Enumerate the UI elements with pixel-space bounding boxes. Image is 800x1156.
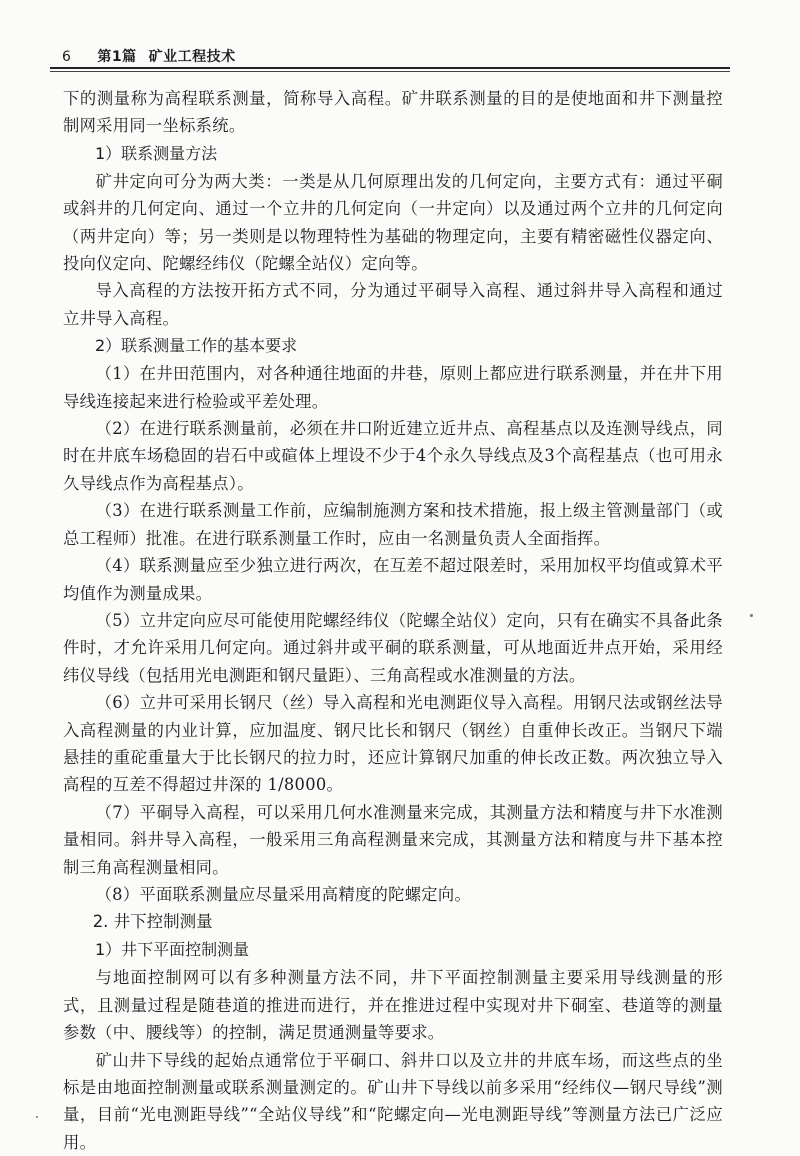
requirement-3: （3）在进行联系测量工作前，应编制施测方案和技术措施，报上级主管测量部门（或总工程师）批准。在进行联系测量工作时，应由一名测量负责人全面指挥。: [63, 501, 723, 548]
page-body: [63, 85, 723, 1156]
requirement-6: （6）立井可采用长钢尺（丝）导入高程和光电测距仪导入高程。用钢尺法或钢丝法导入高程测量的内业计算，应加温度、钢尺比长和钢尺（钢丝）自重伸长改正。当钢尺下端悬挂的重砣重量大于比长钢尺的拉力时，还应计算钢尺加重的伸长改正数。两次独立导入高程的互差不得超过井深的 1/8000。: [63, 693, 723, 795]
part-title: 矿业工程技术: [148, 49, 236, 65]
part-label: 第1篇: [97, 49, 137, 65]
requirement-1: （1）在井田范围内，对各种通往地面的井巷，原则上都应进行联系测量，并在井下用导线连接起来进行检验或平差处理。: [63, 364, 723, 411]
header-text: [62, 46, 236, 66]
running-header: [50, 38, 730, 72]
scan-speck: [750, 614, 753, 617]
header-rule-thick: [50, 67, 730, 69]
paragraph-orientation: 矿井定向可分为两大类：一类是从几何原理出发的几何定向，主要方式有：通过平硐或斜井的几何定向、通过一个立井的几何定向（一井定向）以及通过两个立井的几何定向（两井定向）等；另一类则是以物理特性为基础的物理定向，主要有精密磁性仪器定向、投向仪定向、陀螺经纬仪（陀螺全站仪）定向等。: [63, 171, 723, 274]
requirement-5: （5）立井定向应尽可能使用陀螺经纬仪（陀螺全站仪）定向，只有在确实不具备此条件时，才允许采用几何定向。通过斜井或平硐的联系测量，可从地面近井点开始，采用经纬仪导线（包括用光电测距和钢尺量距）、三角高程或水准测量的方法。: [63, 610, 723, 685]
requirement-2: （2）在进行联系测量前，必须在井口附近建立近井点、高程基点以及连测导线点，同时在井底车场稳固的岩石中或碹体上埋设不少于4个永久导线点及3个高程基点（也可用永久导线点作为高程基点）。: [63, 419, 723, 493]
requirement-8: （8）平面联系测量应尽量采用高精度的陀螺定向。: [95, 884, 472, 904]
paragraph-traverse: 与地面控制网可以有多种测量方法不同，井下平面控制测量主要采用导线测量的形式，且测量过程是随巷道的推进而进行，并在推进过程中实现对井下硐室、巷道等的测量参数（中、腰线等）的控制，满足贯通测量等要求。: [63, 968, 723, 1043]
requirement-7: （7）平硐导入高程，可以采用几何水准测量来完成，其测量方法和精度与井下水准测量相同。斜井导入高程，一般采用三角高程测量来完成，其测量方法和精度与井下基本控制三角高程测量相同。: [63, 802, 723, 877]
subheading-method: 1）联系测量方法: [95, 143, 218, 163]
page-number: 6: [62, 49, 72, 65]
requirement-4: （4）联系测量应至少独立进行两次，在互差不超过限差时，采用加权平均值或算术平均值作为测量成果。: [63, 556, 723, 603]
section-heading-underground-control: 2. 井下控制测量: [92, 912, 213, 932]
paragraph-elevation: 导入高程的方法按开拓方式不同，分为通过平硐导入高程、通过斜井导入高程和通过立井导入高程。: [63, 281, 723, 328]
paragraph-continued: 下的测量称为高程联系测量，简称导入高程。矿井联系测量的目的是使地面和井下测量控制网采用同一坐标系统。: [63, 89, 723, 136]
paragraph-starting-points: 矿山井下导线的起始点通常位于平硐口、斜井口以及立井的井底车场，而这些点的坐标是由地面控制测量或联系测量测定的。矿山井下导线以前多采用“经纬仪—钢尺导线”测量，目前“光电测距导线”“全站仪导线”和“陀螺定向—光电测距导线”等测量方法已广泛应用。: [63, 1050, 723, 1152]
subheading-plane-control: 1）井下平面控制测量: [95, 940, 250, 960]
header-rule-thin: [50, 71, 730, 72]
scan-speck: [36, 1116, 38, 1118]
subheading-requirements: 2）联系测量工作的基本要求: [95, 336, 298, 356]
